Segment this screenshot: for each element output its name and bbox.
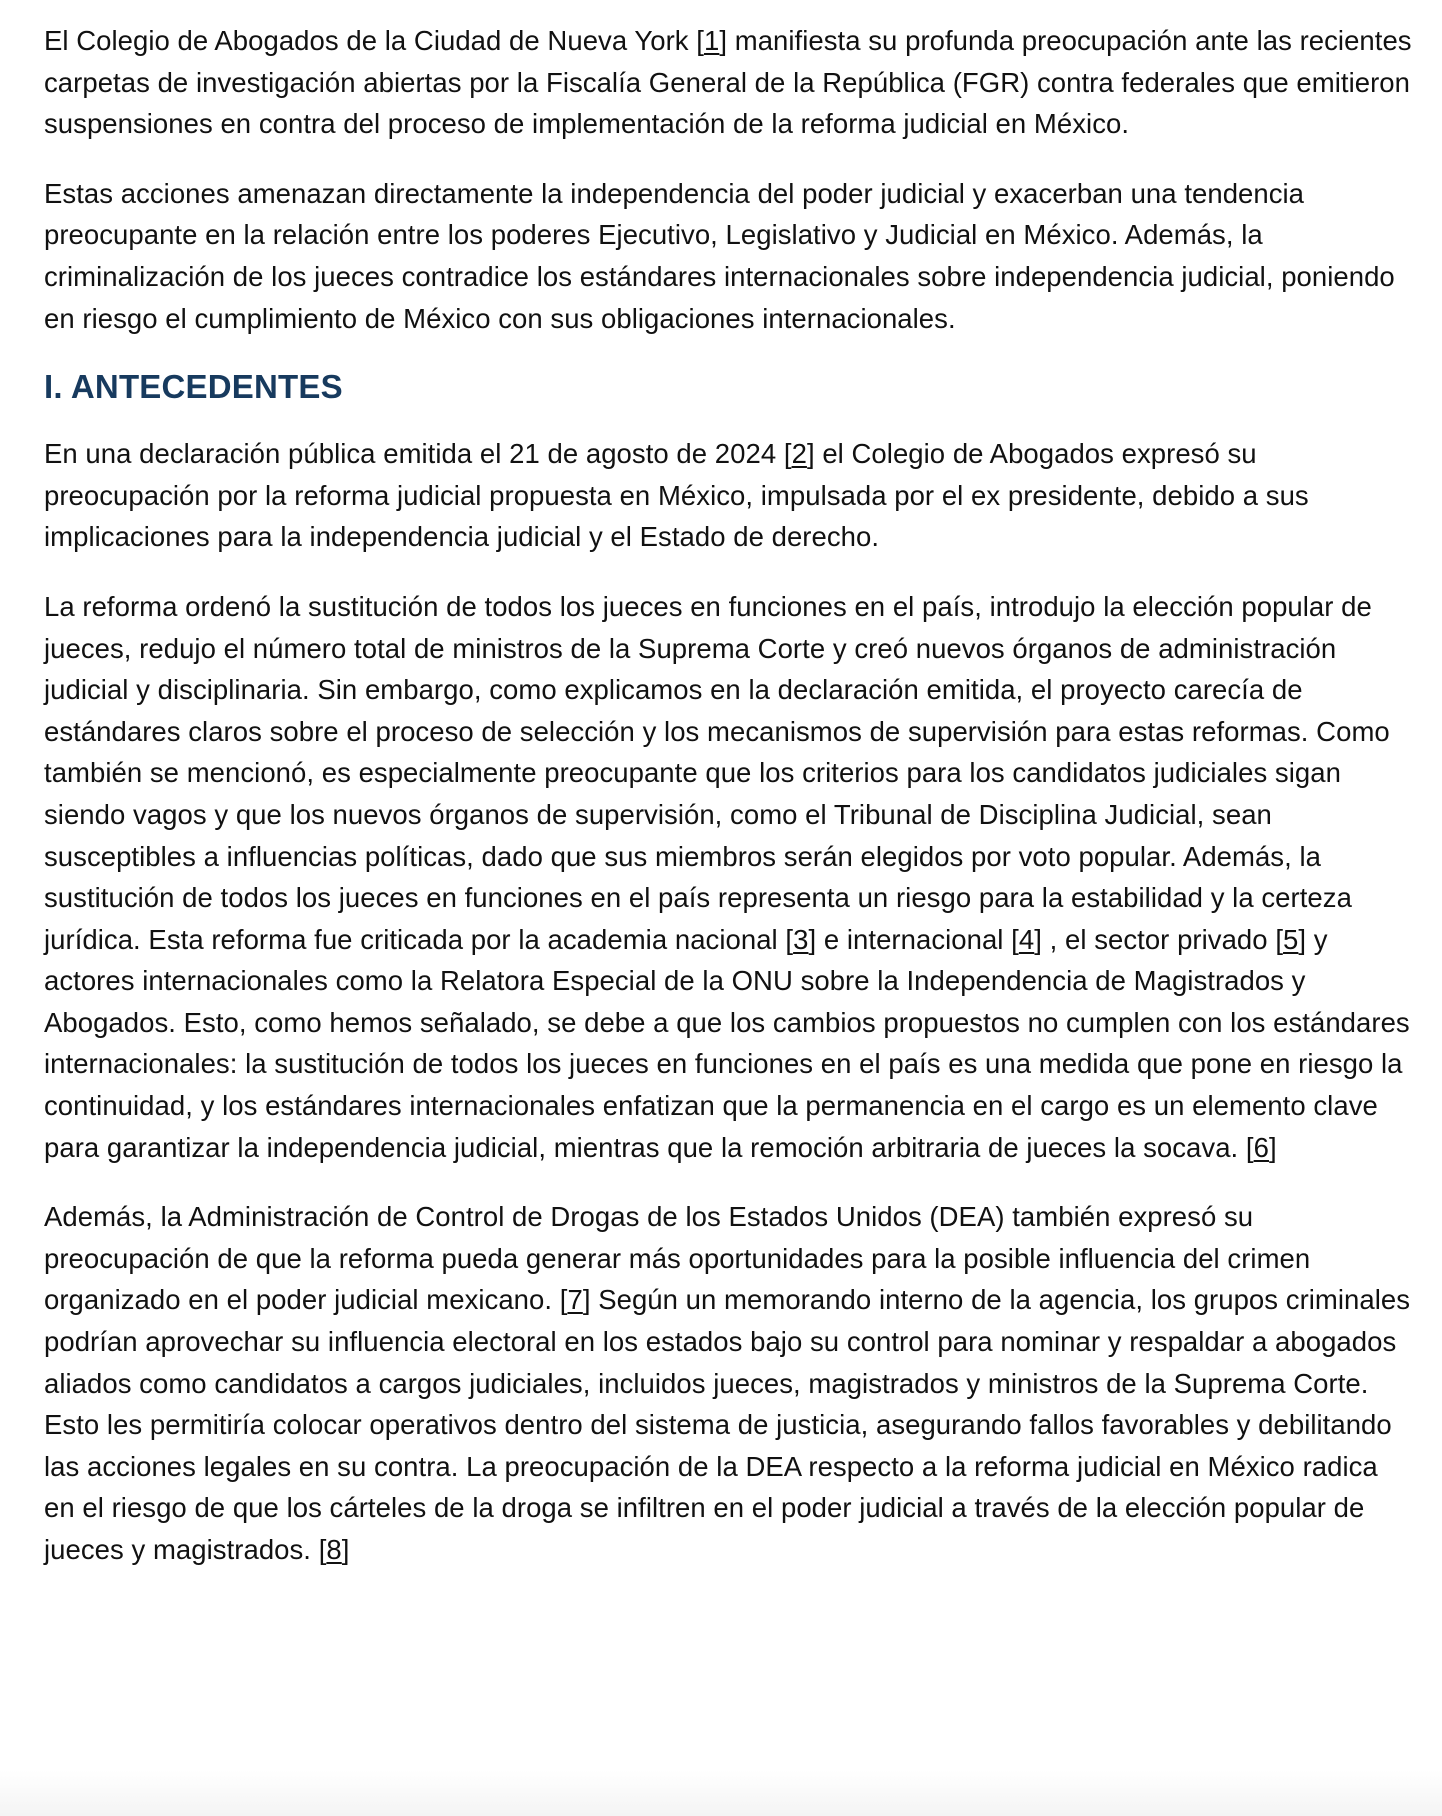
footnote-bracket-close: ]	[582, 1284, 591, 1316]
footnote-link-3[interactable]	[785, 924, 816, 955]
paragraph-text: En una declaración pública emitida el 21 de agosto de 2024	[44, 438, 784, 470]
footnote-link-8[interactable]	[319, 1534, 350, 1565]
paragraph	[44, 586, 1414, 1168]
paragraph-text: La reforma ordenó la sustitución de todos los jueces en funciones en el país, introdujo la elección popular de jueces, redujo el número total de ministros de la Suprema Corte y creó nuevos órganos de administración judicial y disciplinaria. Sin embargo, como explicamos en la declaración emitida, el proyecto carecía de estándares claros sobre el proceso de selección y los mecanismos de supervisión para estas reformas. Como también se mencionó, es especialmente preocupante que los criterios para los candidatos judiciales sigan siendo vagos y que los nuevos órganos de supervisión, como el Tribunal de Disciplina Judicial, sean susceptibles a influencias políticas, dado que sus miembros serán elegidos por voto popular. Además, la sustitución de todos los jueces en funciones en el país representa un riesgo para la estabilidad y la certeza jurídica. Esta reforma fue criticada por la academia nacional	[44, 590, 1390, 955]
paragraph-text: y actores internacionales como la Relatora Especial de la ONU sobre la Independencia de Magistrados y Abogados. Esto, como hemos señalado, se debe a que los cambios propuestos no cumplen con los estándares internacionales: la sustitución de todos los jueces en funciones en el país es una medida que pone en riesgo la continuidad, y los estándares internacionales enfatizan que la permanencia en el cargo es un elemento clave para garantizar la independencia judicial, mientras que la remoción arbitraria de jueces la socava.	[44, 923, 1410, 1163]
footnote-bracket-open: [	[1011, 923, 1019, 955]
footnote-link-6[interactable]	[1246, 1132, 1277, 1163]
footnote-bracket-close: ]	[719, 25, 728, 56]
footnote-bracket-open: [	[785, 923, 794, 955]
bottom-fade	[0, 1770, 1442, 1816]
footnote-number: 1	[703, 25, 720, 56]
footnote-number: 3	[793, 923, 809, 955]
paragraph-text: Estas acciones amenazan directamente la independencia del poder judicial y exacerban una tendencia preocupante en la relación entre los poderes Ejecutivo, Legislativo y Judicial en México. Además, la criminalización de los jueces contradice los estándares internacionales sobre independencia judicial, poniendo en riesgo el cumplimiento de México con sus obligaciones internacionales.	[44, 177, 1395, 334]
footnote-link-5[interactable]	[1275, 924, 1306, 955]
paragraph	[44, 173, 1414, 339]
footnote-bracket-close: ]	[806, 438, 815, 470]
intro-section	[44, 20, 1414, 339]
paragraph	[44, 433, 1414, 558]
footnote-number: 6	[1253, 1131, 1269, 1163]
footnote-number: 2	[791, 438, 807, 470]
footnote-number: 8	[326, 1534, 342, 1565]
article-body	[44, 20, 1414, 1599]
footnote-bracket-close: ]	[1298, 923, 1307, 955]
footnote-bracket-open: [	[559, 1284, 568, 1316]
paragraph-text: e internacional	[816, 923, 1012, 955]
paragraph	[44, 1196, 1414, 1570]
footnote-link-4[interactable]	[1011, 924, 1042, 955]
paragraph-text: el Colegio de Abogados expresó su preocupación por la reforma judicial propuesta en México, impulsada por el ex presidente, debido a sus implicaciones para la independencia judicial y el Estado de derecho.	[44, 438, 1309, 553]
footnote-bracket-close: ]	[1034, 923, 1042, 955]
footnote-bracket-open: [	[1275, 923, 1284, 955]
footnote-bracket-close: ]	[341, 1534, 350, 1565]
footnote-bracket-close: ]	[1268, 1131, 1277, 1163]
paragraph-text: manifiesta su profunda preocupación ante las recientes carpetas de investigación abiertas por la Fiscalía General de la República (FGR) contra federales que emitieron suspensiones en contra del proceso de implementación de la reforma judicial en México.	[44, 25, 1412, 140]
footnote-link-2[interactable]	[784, 438, 815, 469]
paragraph-text: Además, la Administración de Control de Drogas de los Estados Unidos (DEA) también expresó su preocupación de que la reforma pueda generar más oportunidades para la posible influencia del crimen organizado en el poder judicial mexicano.	[44, 1201, 1311, 1316]
paragraph	[44, 20, 1414, 145]
paragraph-text: El Colegio de Abogados de la Ciudad de Nueva York	[44, 25, 697, 56]
footnote-bracket-open: [	[783, 438, 792, 470]
footnote-link-7[interactable]	[560, 1284, 591, 1315]
footnote-bracket-open: [	[1245, 1131, 1254, 1163]
paragraph-text: , el sector privado	[1041, 923, 1276, 955]
footnote-number: 5	[1283, 923, 1299, 955]
footnote-bracket-open: [	[696, 25, 704, 56]
footnote-link-1[interactable]	[696, 25, 727, 56]
section-heading-antecedentes: I. ANTECEDENTES	[44, 368, 343, 406]
antecedentes-section	[44, 433, 1414, 1570]
footnote-number: 7	[567, 1284, 583, 1316]
paragraph-text: Según un memorando interno de la agencia, los grupos criminales podrían aprovechar su influencia electoral en los estados bajo su control para nominar y respaldar a abogados aliados como candidatos a cargos judiciales, incluidos jueces, magistrados y ministros de la Suprema Corte. Esto les permitiría colocar operativos dentro del sistema de justicia, asegurando fallos favorables y debilitando las acciones legales en su contra. La preocupación de la DEA respecto a la reforma judicial en México radica en el riesgo de que los cárteles de la droga se infiltren en el poder judicial a través de la elección popular de jueces y magistrados.	[44, 1284, 1411, 1565]
footnote-bracket-open: [	[318, 1534, 327, 1565]
footnote-bracket-close: ]	[808, 923, 817, 955]
footnote-number: 4	[1018, 923, 1035, 955]
